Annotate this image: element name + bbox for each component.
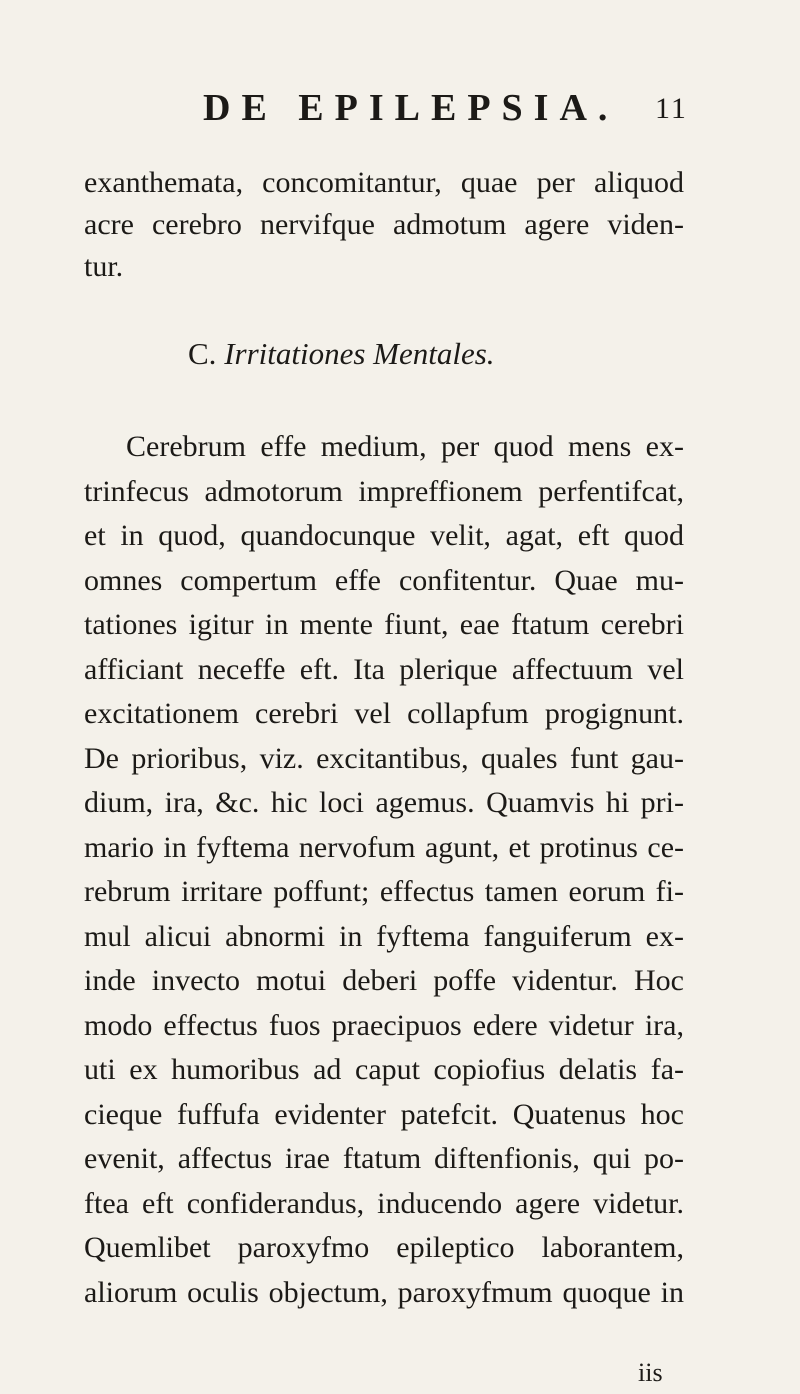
paragraph-2 bbox=[84, 432, 684, 1322]
paragraph-1 bbox=[84, 168, 684, 294]
text-line: Cerebrum effe medium, per quod mens ex- bbox=[126, 430, 684, 463]
text-line: aliorum oculis objectum, paroxyfmum quoque in bbox=[84, 1275, 684, 1309]
text-line: mul alicui abnormi in fyftema fanguiferum ex- bbox=[84, 919, 684, 953]
text-line: excitationem cerebri vel collapfum progignunt. bbox=[84, 697, 684, 730]
catchword: iis bbox=[638, 1358, 663, 1387]
text-line: inde invecto motui deberi poffe videntur. Hoc bbox=[84, 964, 684, 997]
text-line: mario in fyftema nervofum agunt, et protinus ce- bbox=[84, 830, 684, 864]
text-line: rebrum irritare poffunt; effectus tamen eorum fi- bbox=[84, 875, 684, 908]
section-label: C. bbox=[188, 336, 217, 371]
section-title: Irritationes Mentales. bbox=[224, 336, 495, 371]
text-line: dium, ira, &c. hic loci agemus. Quamvis hi pri- bbox=[84, 786, 684, 819]
text-line: et in quod, quandocunque velit, agat, eft quod bbox=[84, 519, 684, 552]
page-number: 11 bbox=[655, 92, 688, 125]
text-line: omnes compertum effe confitentur. Quae mu- bbox=[84, 563, 684, 597]
text-line: ftea eft confiderandus, inducendo agere videtur. bbox=[84, 1186, 684, 1220]
text-line: De prioribus, viz. excitantibus, quales funt gau- bbox=[84, 741, 684, 775]
text-line: trinfecus admotorum impreffionem perfentifcat, bbox=[84, 474, 684, 508]
running-head: DE EPILEPSIA. bbox=[203, 87, 619, 129]
text-line: acre cerebro nervifque admotum agere viden- bbox=[84, 208, 684, 241]
text-line: exanthemata, concomitantur, quae per aliquod bbox=[84, 166, 684, 199]
text-line: cieque fuffufa evidenter patefcit. Quatenus hoc bbox=[84, 1097, 684, 1131]
text-line: afficiant neceffe eft. Ita plerique affectuum vel bbox=[84, 652, 684, 686]
text-line: modo effectus fuos praecipuos edere videtur ira, bbox=[84, 1008, 684, 1042]
text-line: uti ex humoribus ad caput copiofius delatis fa- bbox=[84, 1053, 684, 1086]
section-heading bbox=[188, 336, 495, 372]
text-line: Quemlibet paroxyfmo epileptico laborantem, bbox=[84, 1231, 684, 1264]
text-line: tationes igitur in mente fiunt, eae ftatum cerebri bbox=[84, 608, 684, 641]
page-header bbox=[0, 86, 800, 136]
text-line: tur. bbox=[84, 250, 124, 283]
text-line: evenit, affectus irae ftatum diftenfionis, qui po- bbox=[84, 1142, 684, 1175]
